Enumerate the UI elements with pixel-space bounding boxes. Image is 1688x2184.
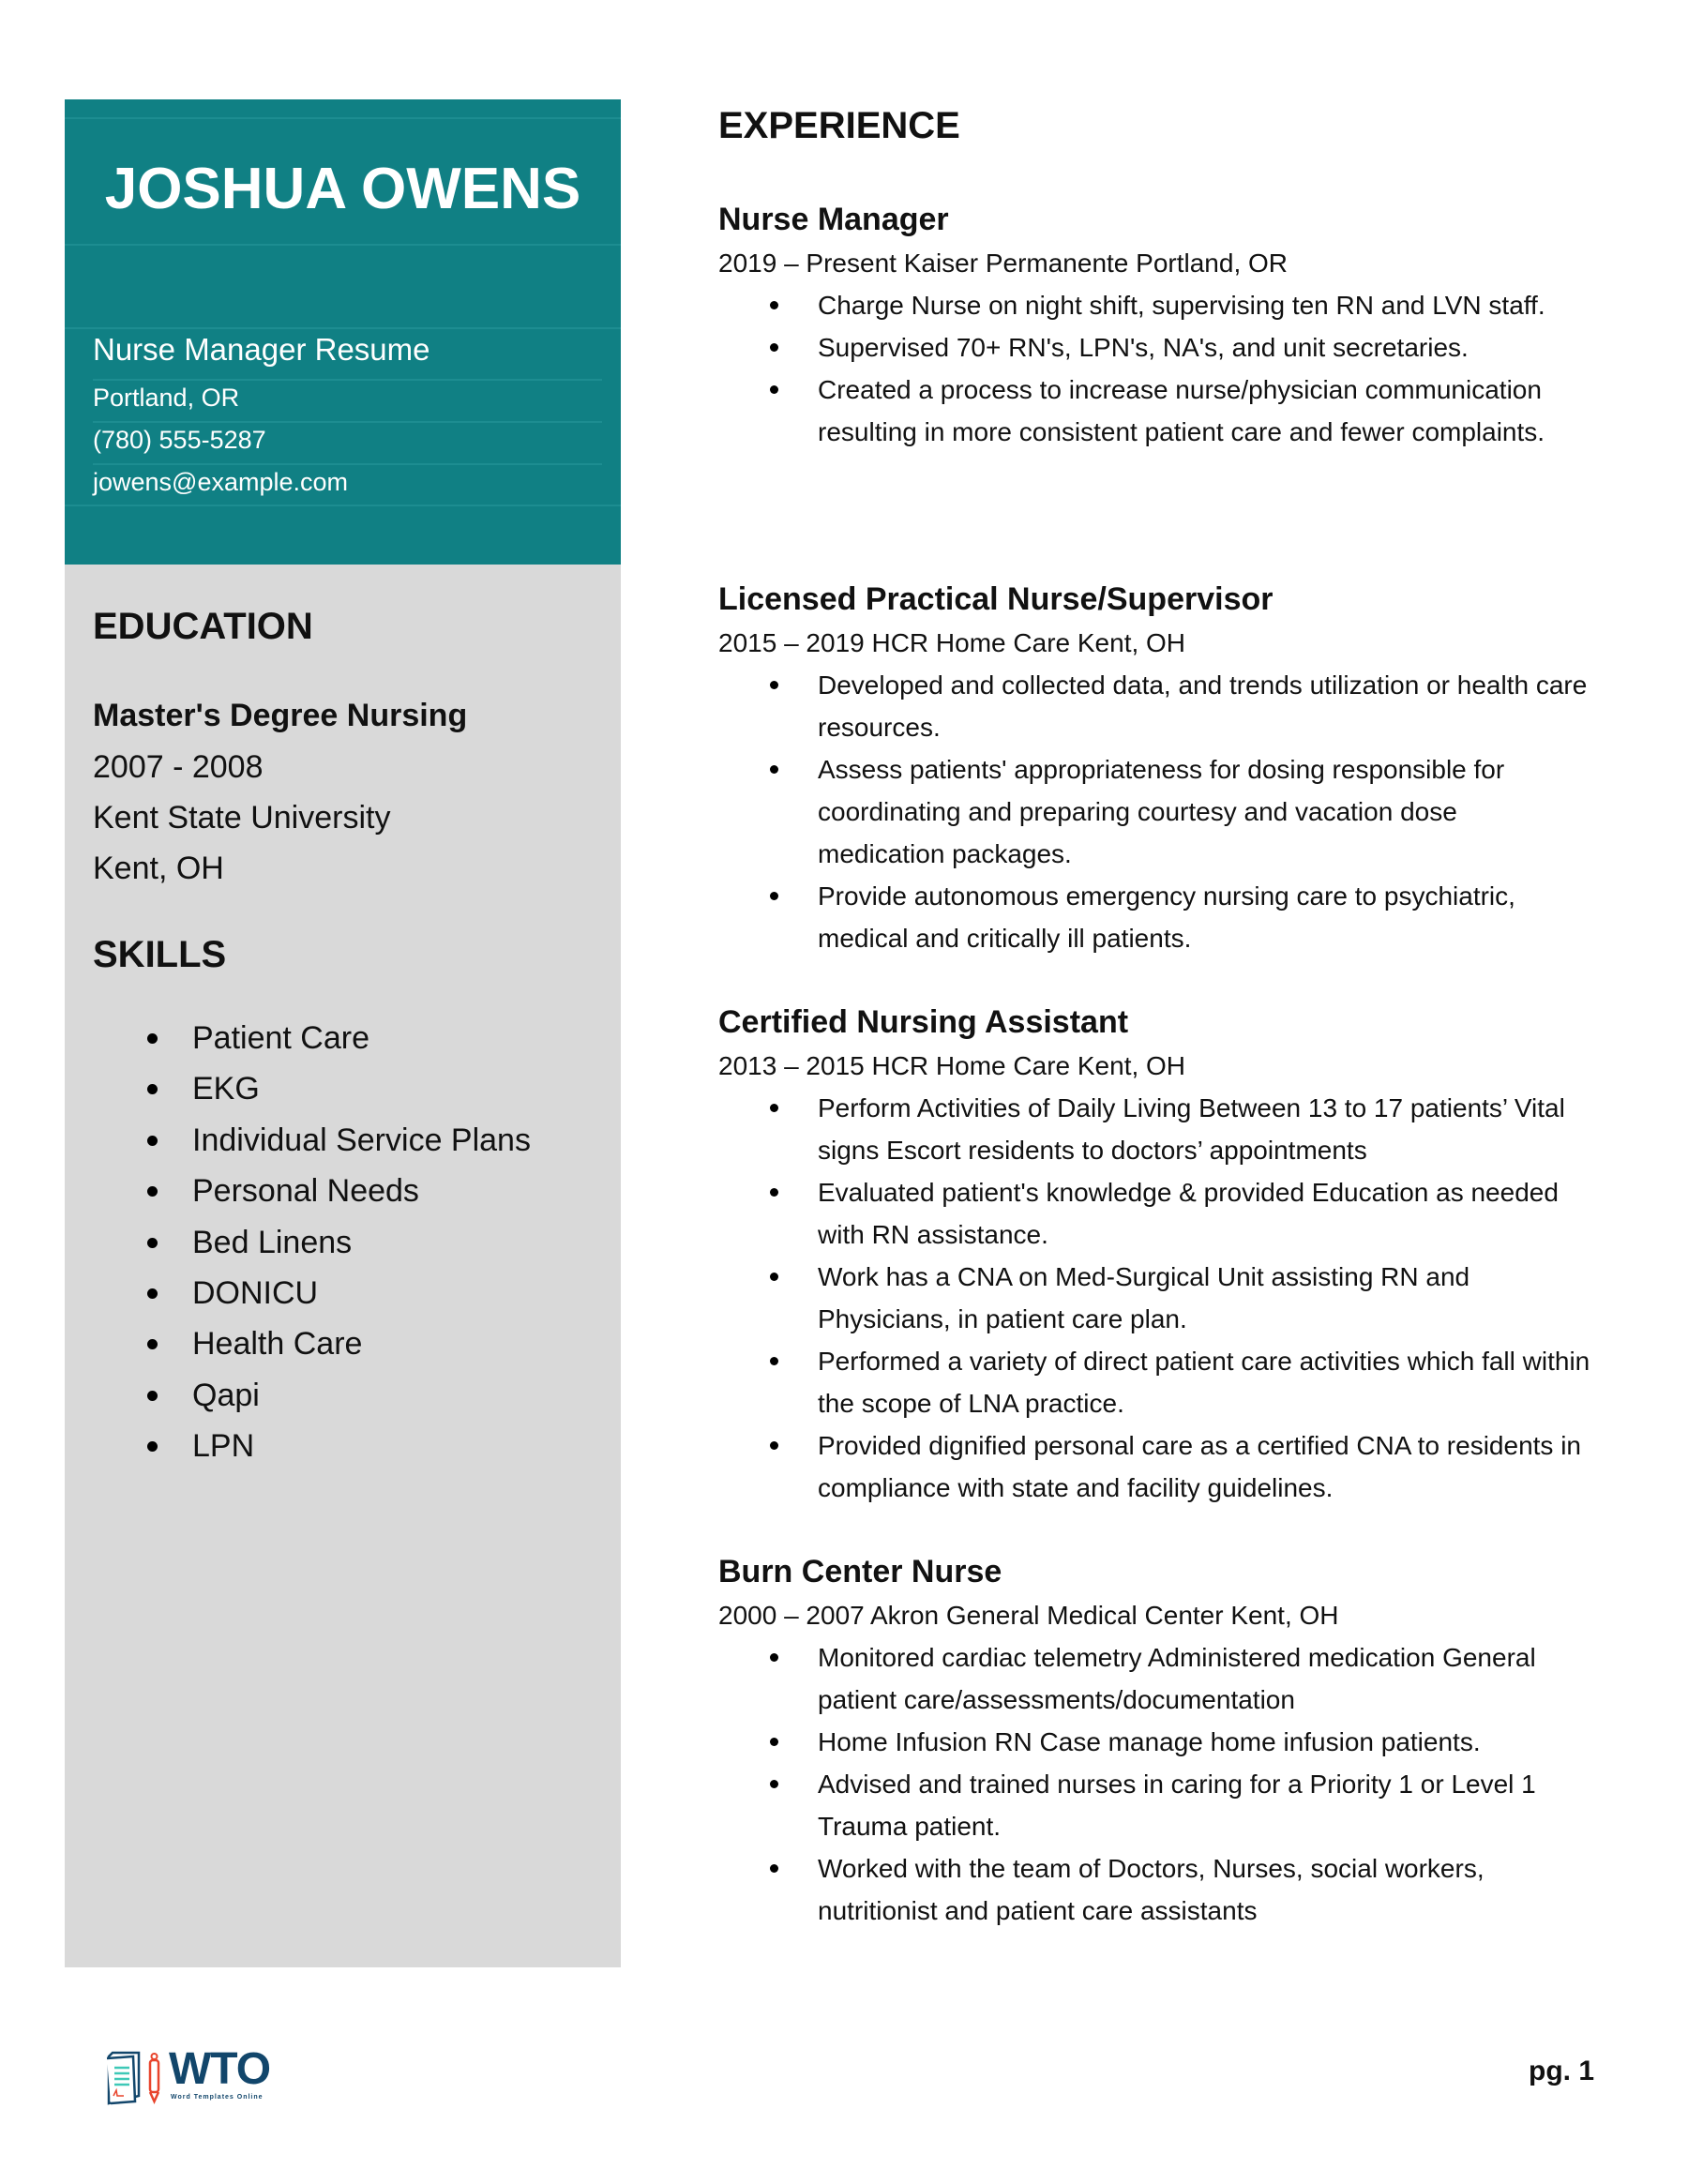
job-entry (718, 1549, 1619, 1932)
job-bullet: Charge Nurse on night shift, supervising ten RN and LVN staff. (718, 284, 1619, 326)
experience-heading: EXPERIENCE (718, 105, 960, 146)
bullet-icon (770, 1864, 778, 1873)
job-bullets (718, 664, 1619, 959)
contact-email: jowens@example.com (93, 468, 349, 496)
education-degree: Master's Degree Nursing (93, 698, 468, 733)
bullet-icon (770, 1104, 778, 1112)
sidebar (65, 99, 621, 1967)
job-bullets (718, 1636, 1619, 1932)
skill-item: Individual Service Plans (65, 1115, 531, 1166)
bullet-icon (147, 1288, 158, 1299)
job-title: Nurse Manager (718, 202, 949, 237)
document-pen-icon (103, 2049, 169, 2107)
divider (65, 244, 621, 246)
header-block (65, 99, 621, 565)
education-years: 2007 - 2008 (93, 749, 264, 785)
job-bullet: Provide autonomous emergency nursing care to psychiatric, medical and critically ill patients. (718, 875, 1619, 959)
skills-heading: SKILLS (93, 934, 227, 975)
bullet-icon (770, 681, 778, 689)
job-meta: 2013 – 2015 HCR Home Care Kent, OH (718, 1051, 1186, 1080)
skill-item: EKG (65, 1063, 531, 1114)
logo-subtext: Word Templates Online (171, 2094, 264, 2101)
job-bullet: Monitored cardiac telemetry Administered medication General patient care/assessments/documentation (718, 1636, 1619, 1721)
contact-location: Portland, OR (93, 384, 240, 412)
bullet-icon (147, 1441, 158, 1452)
wto-logo (103, 2044, 281, 2107)
job-bullet: Developed and collected data, and trends utilization or health care resources. (718, 664, 1619, 748)
bullet-icon (147, 1339, 158, 1349)
bullet-icon (770, 1441, 778, 1450)
bullet-icon (770, 1738, 778, 1746)
divider (65, 327, 621, 329)
bullet-icon (770, 1188, 778, 1197)
job-bullet: Provided dignified personal care as a certified CNA to residents in compliance with state and facility guidelines. (718, 1424, 1619, 1509)
skill-item: Bed Linens (65, 1217, 531, 1268)
skill-item: Qapi (65, 1370, 531, 1421)
resume-subtitle: Nurse Manager Resume (93, 332, 430, 367)
skills-list (65, 1013, 531, 1472)
bullet-icon (770, 301, 778, 309)
divider (93, 421, 602, 423)
page-number: pg. 1 (1529, 2056, 1595, 2086)
bullet-icon (147, 1033, 158, 1044)
job-meta: 2019 – Present Kaiser Permanente Portland, OR (718, 249, 1289, 278)
job-bullet: Home Infusion RN Case manage home infusion patients. (718, 1721, 1619, 1763)
bullet-icon (770, 1357, 778, 1365)
divider (65, 117, 621, 119)
bullet-icon (147, 1238, 158, 1248)
bullet-icon (147, 1084, 158, 1094)
bullet-icon (770, 1273, 778, 1281)
contact-phone: (780) 555-5287 (93, 426, 266, 454)
job-bullet: Advised and trained nurses in caring for a Priority 1 or Level 1 Trauma patient. (718, 1763, 1619, 1847)
job-entry (718, 197, 1619, 453)
education-location: Kent, OH (93, 851, 224, 886)
logo-text: WTO (169, 2044, 271, 2094)
job-bullet: Created a process to increase nurse/physician communication resulting in more consistent patient care and fewer complaints. (718, 369, 1619, 453)
skill-item: Health Care (65, 1318, 531, 1369)
bullet-icon (147, 1186, 158, 1197)
job-bullet: Work has a CNA on Med-Surgical Unit assisting RN and Physicians, in patient care plan. (718, 1256, 1619, 1340)
education-school: Kent State University (93, 800, 391, 836)
skill-item: LPN (65, 1421, 531, 1471)
skill-item: DONICU (65, 1268, 531, 1318)
job-bullet: Supervised 70+ RN's, LPN's, NA's, and unit secretaries. (718, 326, 1619, 369)
job-title: Burn Center Nurse (718, 1554, 1002, 1589)
job-bullets (718, 1087, 1619, 1509)
job-bullets (718, 284, 1619, 453)
bullet-icon (770, 1653, 778, 1662)
job-meta: 2015 – 2019 HCR Home Care Kent, OH (718, 628, 1186, 657)
job-bullet: Assess patients' appropriateness for dosing responsible for coordinating and preparing courtesy and vacation dose medication packages. (718, 748, 1619, 875)
job-bullet: Performed a variety of direct patient care activities which fall within the scope of LNA practice. (718, 1340, 1619, 1424)
skill-item: Patient Care (65, 1013, 531, 1063)
candidate-name: JOSHUA OWENS (104, 157, 581, 221)
skill-item: Personal Needs (65, 1166, 531, 1216)
job-entry (718, 577, 1619, 959)
bullet-icon (770, 385, 778, 394)
bullet-icon (770, 765, 778, 774)
job-bullet: Evaluated patient's knowledge & provided Education as needed with RN assistance. (718, 1171, 1619, 1256)
job-bullet: Perform Activities of Daily Living Between 13 to 17 patients’ Vital signs Escort residents to doctors’ appointments (718, 1087, 1619, 1171)
job-bullet: Worked with the team of Doctors, Nurses, social workers, nutritionist and patient care assistants (718, 1847, 1619, 1932)
divider (93, 379, 602, 381)
job-title: Certified Nursing Assistant (718, 1004, 1129, 1040)
bullet-icon (770, 892, 778, 900)
bullet-icon (147, 1136, 158, 1146)
education-heading: EDUCATION (93, 606, 313, 647)
job-meta: 2000 – 2007 Akron General Medical Center Kent, OH (718, 1601, 1339, 1630)
divider (65, 505, 621, 506)
job-title: Licensed Practical Nurse/Supervisor (718, 581, 1274, 617)
bullet-icon (770, 343, 778, 352)
divider (93, 463, 602, 465)
bullet-icon (147, 1391, 158, 1401)
bullet-icon (770, 1780, 778, 1788)
job-entry (718, 1000, 1619, 1509)
